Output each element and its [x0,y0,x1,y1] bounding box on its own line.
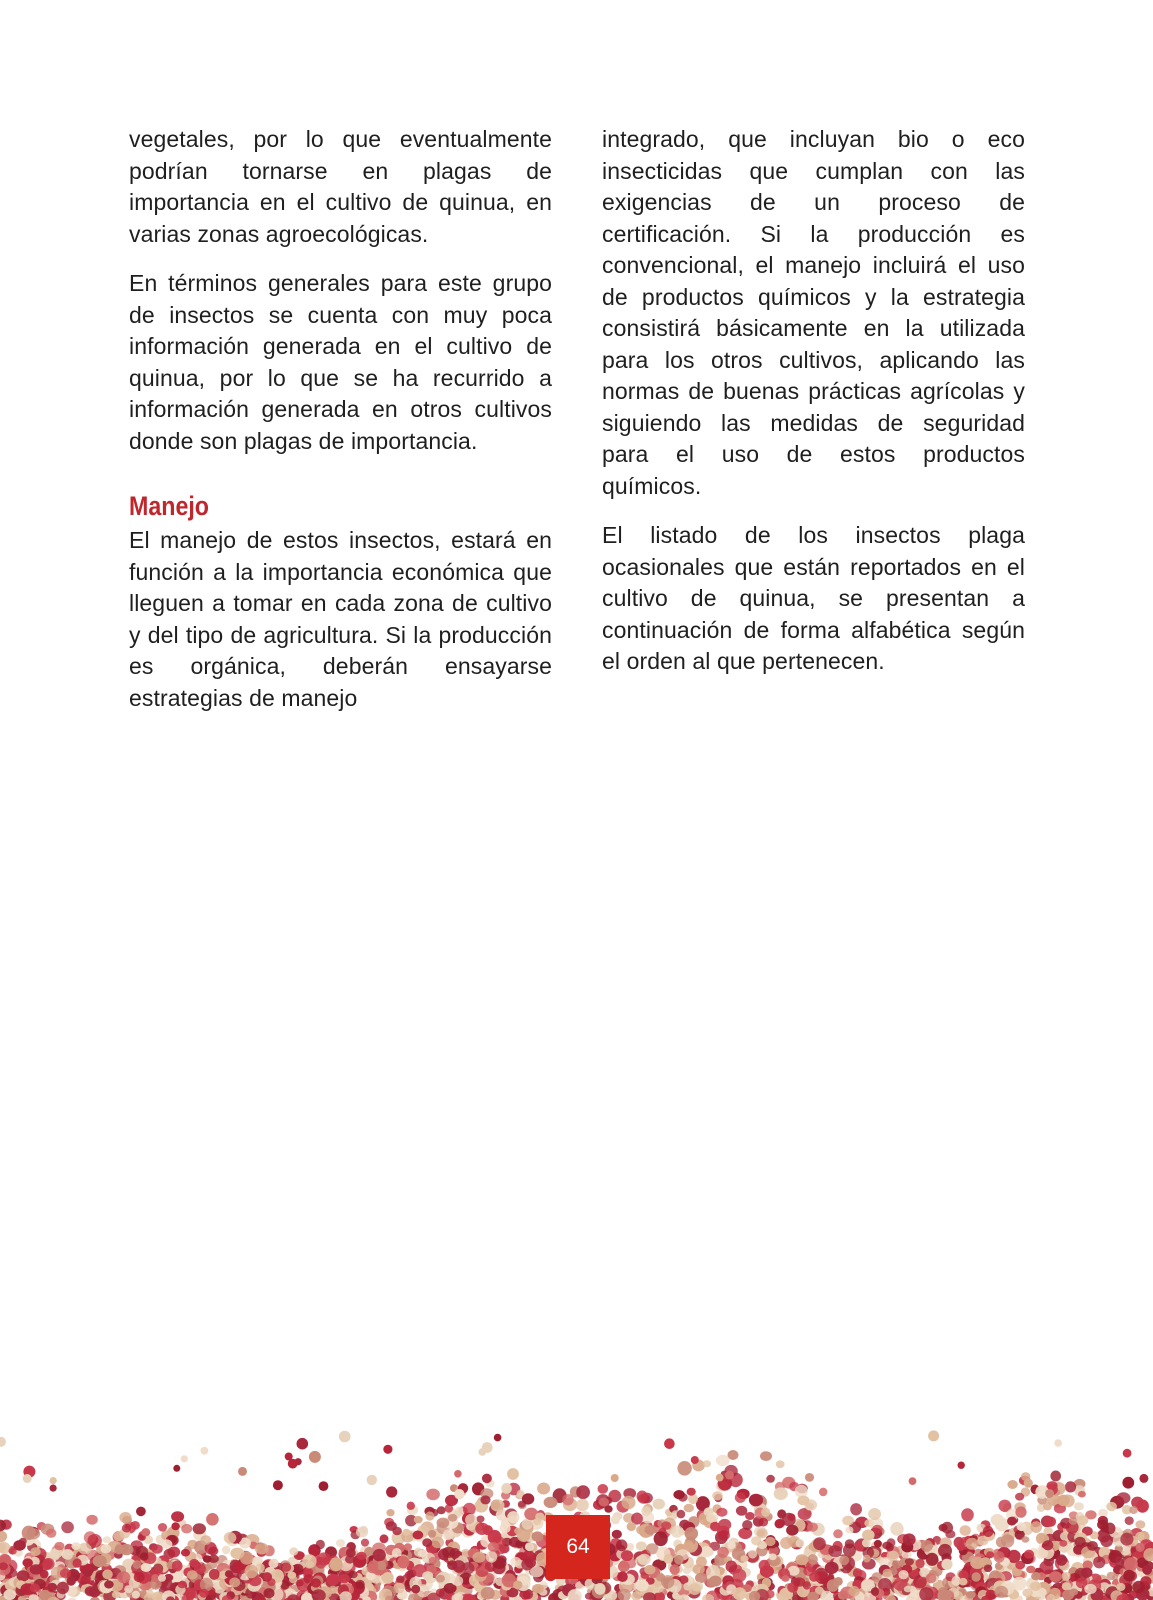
paragraph: En términos generales para este grupo de insectos se cuenta con muy poca información generada en el cultivo de quinua, por lo que se ha recurrido a información generada en otros cultivos donde son plagas de importancia. [129,270,552,454]
section-heading: Manejo [129,491,209,521]
paragraph: vegetales, por lo que eventualmente podrían tornarse en plagas de importancia en el cultivo de quinua, en varias zonas agroecológicas. [129,126,552,247]
paragraph: integrado, que incluyan bio o eco insecticidas que cumplan con las exigencias de un proceso de certificación. Si la producción es convencional, el manejo incluirá el uso de productos químicos y la estrategia consistirá básicamente en la utilizada para los otros cultivos, aplicando las normas de buenas prácticas agrícolas y siguiendo las medidas de seguridad para el uso de estos productos químicos. [602,126,1025,499]
paragraph: El listado de los insectos plaga ocasionales que están reportados en el cultivo de quinua, se presentan a continuación de forma alfabética según el orden al que pertenecen. [602,522,1025,674]
right-column [602,124,1025,696]
page-number: 64 [546,1515,610,1579]
left-column [129,124,552,732]
paragraph: El manejo de estos insectos, estará en función a la importancia económica que lleguen a tomar en cada zona de cultivo y del tipo de agricultura. Si la producción es orgánica, deberán ensayarse estrategias de manejo [129,527,552,711]
